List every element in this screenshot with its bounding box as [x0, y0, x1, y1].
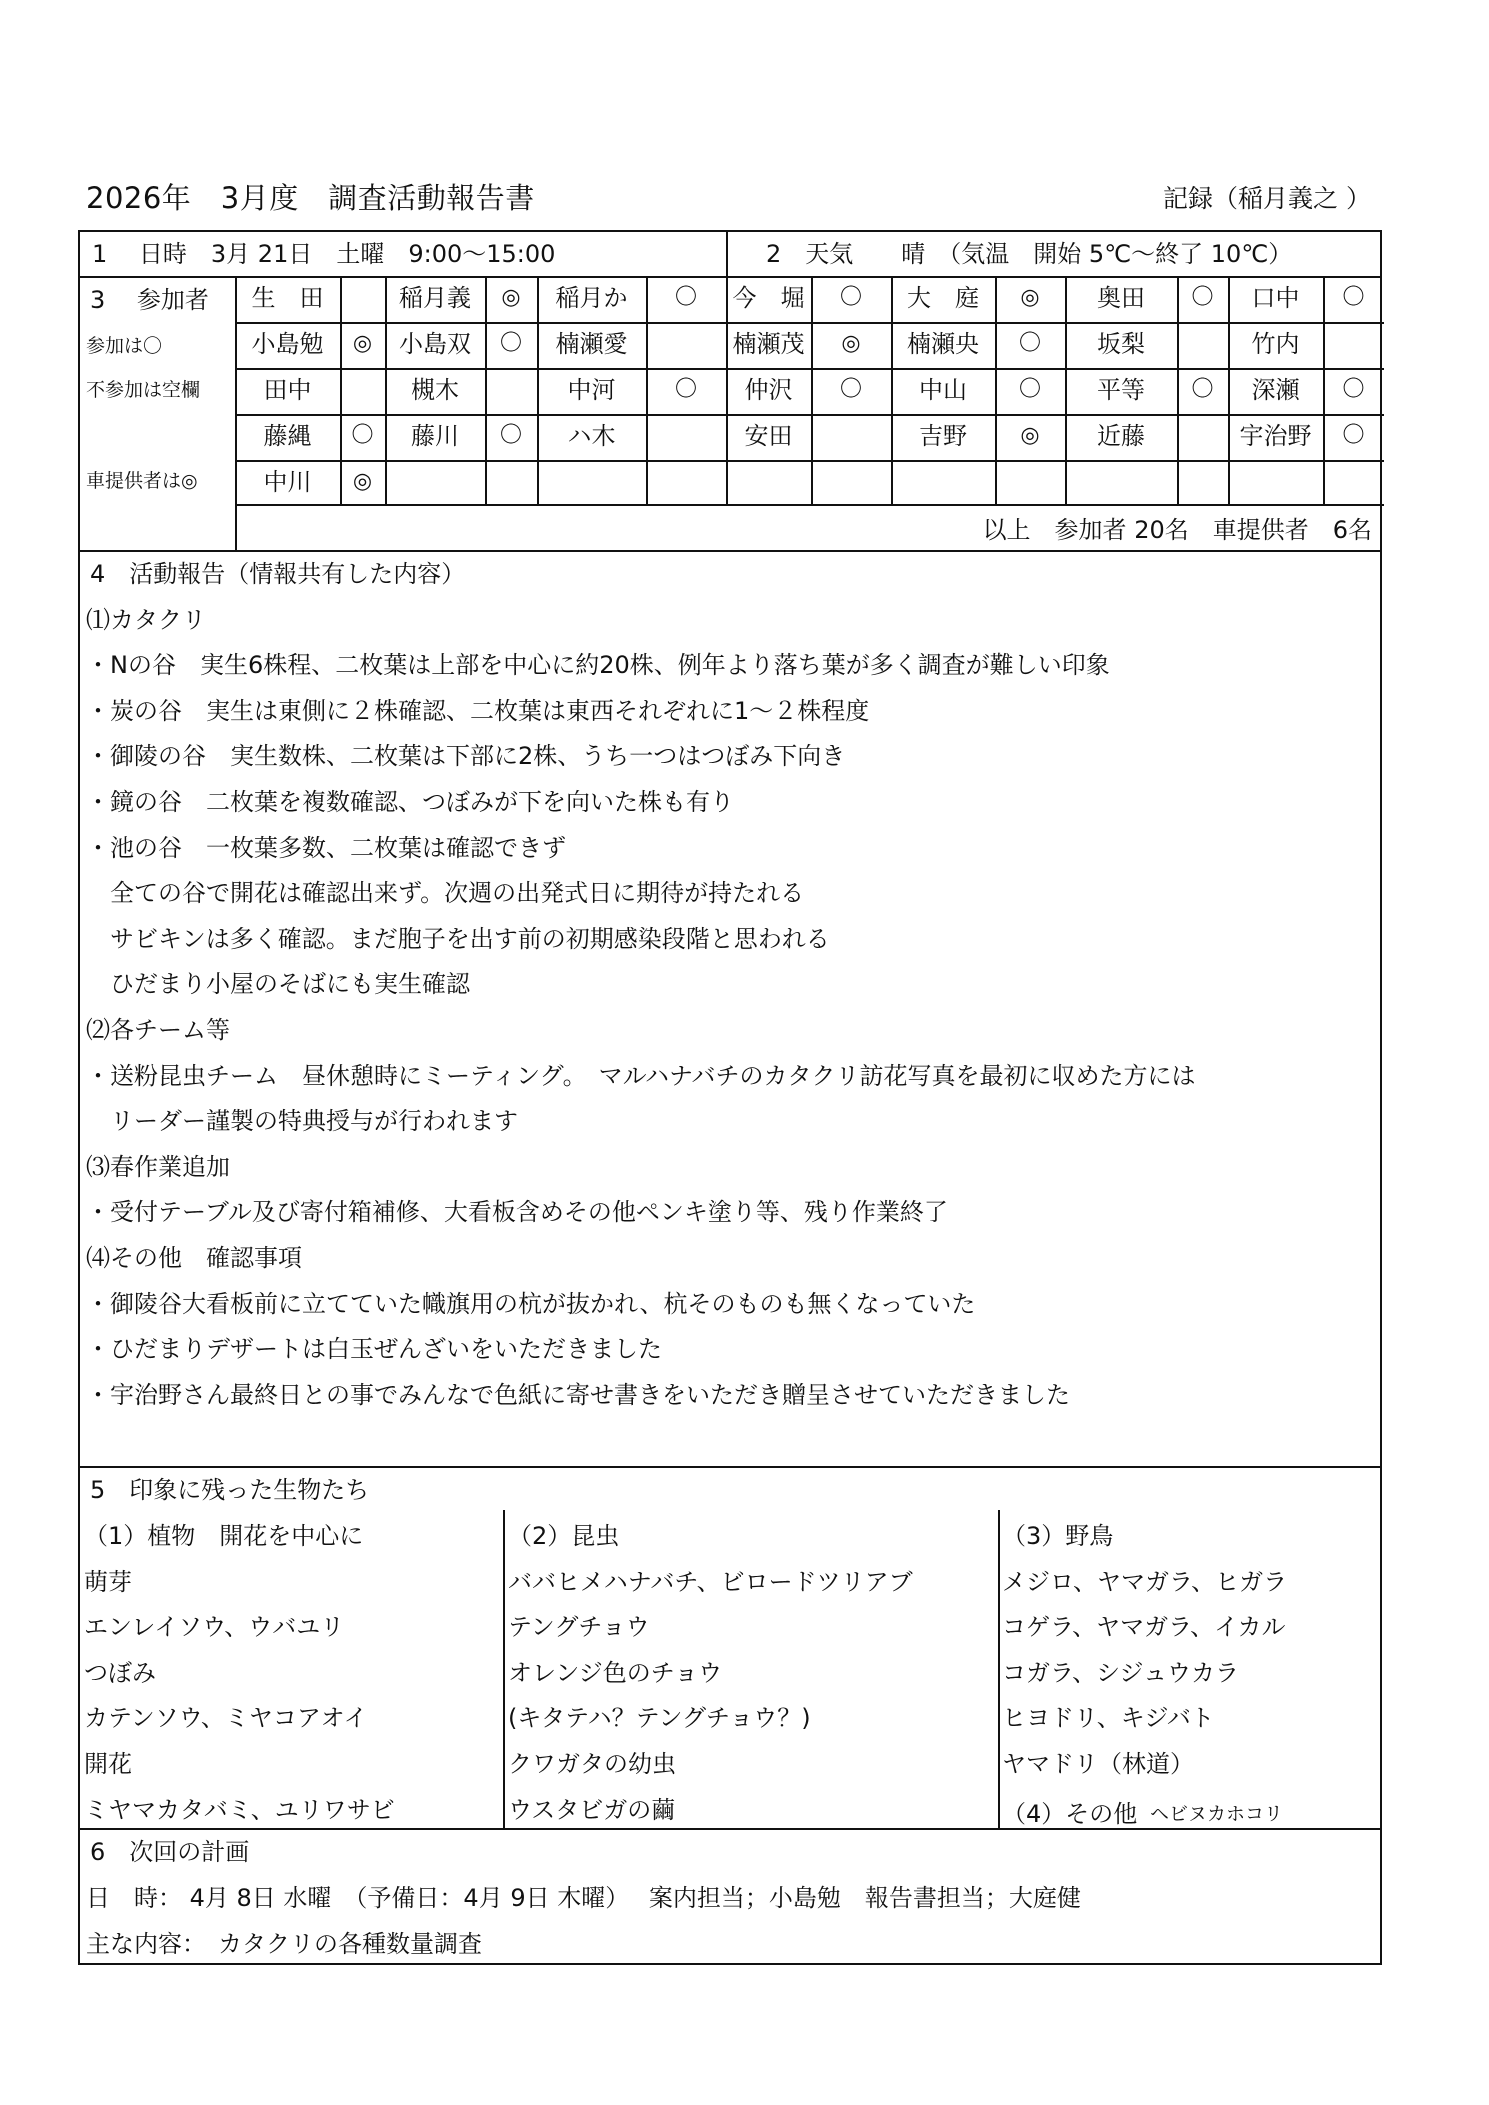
other-creature-label: （4）その他 — [1002, 1800, 1138, 1828]
birds-line: （3）野鳥 — [1002, 1522, 1114, 1550]
weather-text: 2 天気 晴 （気温 開始 5℃～終了 10℃） — [766, 240, 1293, 268]
attendance-mark — [1177, 460, 1228, 504]
insects-line: クワガタの幼虫 — [508, 1750, 676, 1778]
report-line: ・池の谷 一枚葉多数、二枚葉は確認できず — [86, 833, 566, 862]
participant-name — [891, 460, 995, 504]
participants-summary: 以上 参加者 20名 車提供者 6名 — [982, 516, 1372, 544]
attendance-mark — [1177, 322, 1228, 366]
attendance-mark: 〇 — [674, 377, 697, 402]
participant-name: 稲月か — [555, 284, 628, 312]
participant-name: 楠瀬茂 — [732, 330, 805, 358]
participant-name: 今 堀 — [732, 284, 805, 312]
attendance-mark: ◎ — [352, 469, 373, 494]
report-line: ⑴カタクリ — [86, 605, 206, 634]
participant-name: 宇治野 — [1239, 422, 1312, 450]
participant-name — [1228, 460, 1323, 504]
activity-report-title: 4 活動報告（情報共有した内容） — [90, 560, 466, 588]
participant-name: ハ木 — [567, 422, 616, 450]
participant-name: 槻木 — [411, 376, 459, 404]
participant-name: 口中 — [1251, 284, 1300, 312]
attendance-mark: 〇 — [1342, 285, 1365, 310]
attendance-mark: 〇 — [839, 285, 862, 310]
plants-line: カテンソウ、ミヤコアオイ — [84, 1704, 368, 1733]
note-absent: 不参加は空欄 — [86, 379, 201, 401]
participant-name: 田中 — [263, 376, 312, 404]
attendance-mark: ◎ — [1020, 285, 1040, 310]
attendance-mark — [811, 414, 891, 458]
participant-name — [1065, 460, 1177, 504]
recorder-name: 記録（稲月義之 ） — [1163, 184, 1371, 213]
participant-name: 深瀬 — [1251, 376, 1300, 404]
report-line: ⑵各チーム等 — [86, 1016, 230, 1044]
birds-line: ヒヨドリ、キジバト — [1002, 1704, 1215, 1733]
report-line: ・Nの谷 実生6株程、二枚葉は上部を中心に約20株、例年より落ち葉が多く調査が難しい印象 — [86, 651, 1110, 680]
attendance-mark — [340, 368, 385, 412]
other-creature-value: ヘビヌカホコリ — [1150, 1803, 1284, 1825]
attendance-mark — [485, 368, 537, 412]
participant-name — [385, 460, 485, 504]
participant-name — [726, 460, 811, 504]
attendance-mark: ◎ — [352, 331, 373, 356]
report-line: ・御陵谷大看板前に立てていた幟旗用の杭が抜かれ、杭そのものも無くなっていた — [86, 1289, 976, 1318]
participant-name: 小島双 — [399, 330, 471, 358]
participant-name: 楠瀬愛 — [555, 330, 628, 358]
participant-name: 大 庭 — [907, 284, 979, 312]
report-table — [78, 230, 1382, 1965]
participant-name: 竹内 — [1251, 330, 1300, 358]
report-title: 2026年 3月度 調査活動報告書 — [86, 181, 535, 215]
participant-name — [537, 460, 646, 504]
note-car: 車提供者は◎ — [86, 470, 198, 492]
datetime-text: 1 日時 3月 21日 土曜 9:00～15:00 — [92, 240, 556, 268]
attendance-mark — [1323, 322, 1384, 366]
plants-line: エンレイソウ、ウバユリ — [84, 1613, 345, 1642]
participants-title: 3 参加者 — [90, 286, 209, 314]
plants-line: （1）植物 開花を中心に — [84, 1522, 364, 1550]
participant-name: 安田 — [744, 422, 793, 450]
insects-line: (キタテハ？テングチョウ？) — [508, 1704, 811, 1733]
next-plan-title: 6 次回の計画 — [90, 1838, 250, 1866]
report-line: ・御陵の谷 実生数株、二枚葉は下部に2株、うち一つはつぼみ下向き — [86, 742, 846, 771]
report-line: ひだまり小屋のそばにも実生確認 — [86, 970, 470, 999]
report-line: ・宇治野さん最終日との事でみんなで色紙に寄せ書きをいただき贈呈させていただきました — [86, 1380, 1070, 1409]
note-attend: 参加は〇 — [86, 335, 163, 357]
participant-name: 中河 — [567, 376, 616, 404]
attendance-mark — [646, 460, 726, 504]
attendance-mark: 〇 — [1191, 377, 1214, 402]
participant-name: 奥田 — [1097, 284, 1145, 312]
attendance-mark — [995, 460, 1065, 504]
report-line: リーダー謹製の特典授与が行われます — [86, 1107, 518, 1136]
attendance-mark: 〇 — [674, 285, 697, 310]
birds-line: コガラ、シジュウカラ — [1002, 1658, 1239, 1687]
attendance-mark — [646, 322, 726, 366]
report-line: ⑶春作業追加 — [86, 1152, 230, 1181]
insects-line: オレンジ色のチョウ — [508, 1658, 723, 1687]
report-line: サビキンは多く確認。まだ胞子を出す前の初期感染段階と思われる — [86, 924, 830, 953]
attendance-mark: 〇 — [1342, 423, 1365, 448]
participant-name: 小島勉 — [251, 330, 324, 358]
next-plan-date: 日 時： 4月 8日 水曜 （予備日：4月 9日 木曜） 案内担当；小島勉 報告書担当；大庭健 — [86, 1884, 1081, 1912]
birds-line: メジロ、ヤマガラ、ヒガラ — [1002, 1567, 1288, 1596]
insects-line: テングチョウ — [508, 1613, 650, 1642]
attendance-mark — [811, 460, 891, 504]
report-line: ・炭の谷 実生は東側に２株確認、二枚葉は東西それぞれに1～２株程度 — [86, 696, 870, 725]
participant-name: 生 田 — [251, 284, 324, 312]
participant-name: 平等 — [1097, 376, 1145, 404]
attendance-mark — [340, 276, 385, 320]
attendance-mark: 〇 — [1018, 331, 1041, 356]
plants-line: 開花 — [84, 1750, 132, 1778]
participant-name: 中川 — [263, 468, 312, 496]
attendance-mark — [485, 460, 537, 504]
insects-line: ババヒメハナバチ、ビロードツリアブ — [508, 1567, 913, 1596]
participant-name: 近藤 — [1097, 422, 1145, 450]
participant-name: 中山 — [919, 376, 967, 404]
attendance-mark: 〇 — [499, 423, 522, 448]
attendance-mark: ◎ — [841, 331, 861, 356]
insects-line: ウスタビガの繭 — [508, 1795, 676, 1824]
participant-name: 楠瀬央 — [907, 330, 979, 358]
attendance-mark: 〇 — [1342, 377, 1365, 402]
attendance-mark: 〇 — [1191, 285, 1214, 310]
plants-line: ミヤマカタバミ、ユリワサビ — [84, 1795, 395, 1824]
participant-name: 稲月義 — [399, 284, 471, 312]
participant-name: 仲沢 — [744, 376, 793, 404]
attendance-mark — [1177, 414, 1228, 458]
participant-name: 藤縄 — [263, 422, 312, 450]
attendance-mark — [646, 414, 726, 458]
attendance-mark: 〇 — [839, 377, 862, 402]
report-line: ⑷その他 確認事項 — [86, 1244, 302, 1272]
attendance-mark: ◎ — [1020, 423, 1040, 448]
attendance-mark: 〇 — [1018, 377, 1041, 402]
attendance-mark: 〇 — [499, 331, 522, 356]
attendance-mark: ◎ — [501, 285, 521, 310]
creatures-title: 5 印象に残った生物たち — [90, 1476, 370, 1504]
plants-line: 萌芽 — [84, 1567, 132, 1596]
participant-name: 坂梨 — [1097, 330, 1145, 358]
participant-name: 吉野 — [919, 422, 967, 450]
participant-name: 藤川 — [411, 422, 459, 450]
report-line: ・受付テーブル及び寄付箱補修、大看板含めその他ペンキ塗り等、残り作業終了 — [86, 1198, 948, 1227]
plants-line: つぼみ — [84, 1658, 156, 1687]
report-line: ・送粉昆虫チーム 昼休憩時にミーティング。 マルハナバチのカタクリ訪花写真を最初に収めた方には — [86, 1061, 1196, 1090]
birds-line: コゲラ、ヤマガラ、イカル — [1002, 1613, 1286, 1642]
birds-line: ヤマドリ（林道） — [1002, 1750, 1194, 1778]
attendance-mark — [1323, 460, 1384, 504]
attendance-mark: 〇 — [351, 423, 374, 448]
report-line: 全ての谷で開花は確認出来ず。次週の出発式日に期待が持たれる — [86, 879, 805, 908]
report-line: ・ひだまりデザートは白玉ぜんざいをいただきました — [86, 1335, 662, 1364]
next-plan-content: 主な内容： カタクリの各種数量調査 — [86, 1930, 482, 1958]
insects-line: （2）昆虫 — [508, 1522, 620, 1550]
report-line: ・鏡の谷 二枚葉を複数確認、つぼみが下を向いた株も有り — [86, 788, 734, 816]
